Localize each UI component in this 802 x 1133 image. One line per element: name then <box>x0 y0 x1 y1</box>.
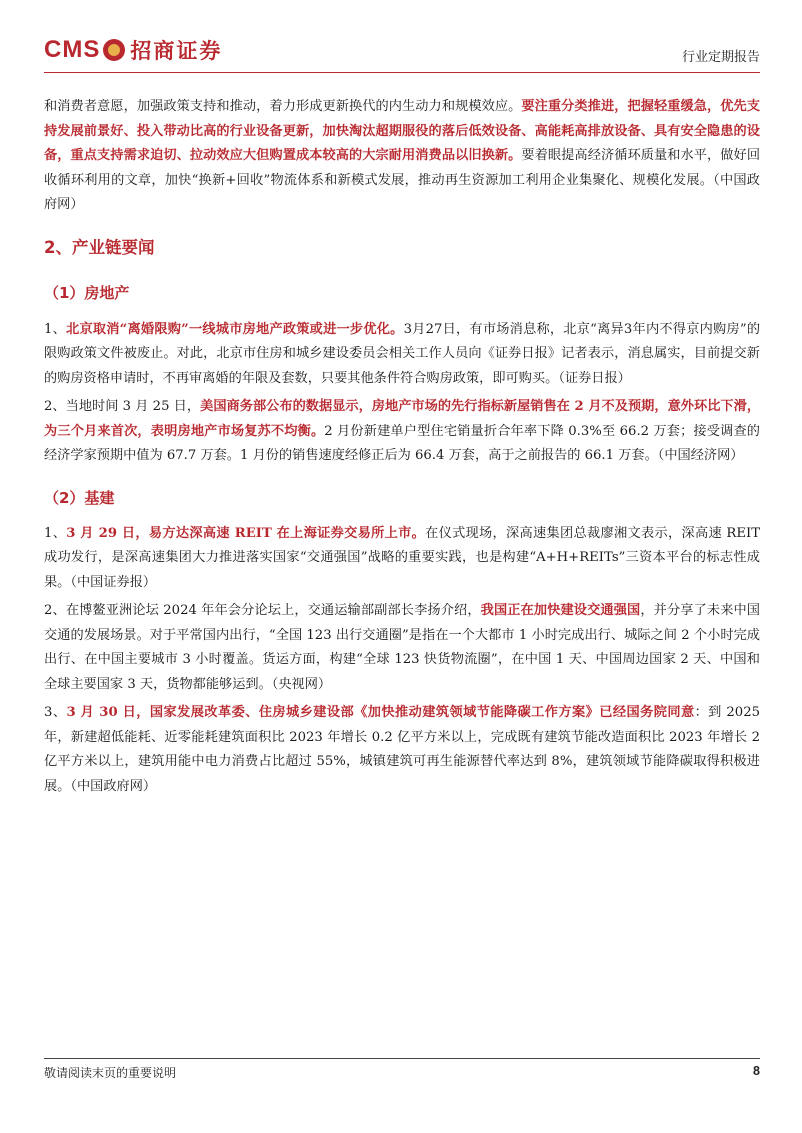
item-text: 2 月份新建单户型住宅销量折合年率下降 0.3%至 66.2 万套；接受调查的经济学家预期中值为 67.7 万套。1 月份的销售速度经修正后为 66.4 万套，高于之前报告的 66.1 万套。（中国经济网） <box>44 423 760 463</box>
page-header <box>44 30 760 70</box>
infrastructure-item-1 <box>44 522 760 596</box>
item-text: 3月27日，有市场消息称，北京“离异3年内不得京内购房”的限购政策文件被废止。对此，北京市住房和城乡建设委员会相关工作人员向《证券日报》记者表示，消息属实，目前提交新的购房资格申请时，不再审离婚的年限及套数，只要其他条件符合购房政策，即可购买。（证券日报） <box>44 321 761 386</box>
footer-divider <box>44 1058 760 1059</box>
item-text: ：到 2025 年，新建超低能耗、近零能耗建筑面积比 2023 年增长 0.2 亿平方米以上，完成既有建筑节能改造面积比 2023 年增长 2 亿平方米以上，建筑用能中电力消费占比超过 55%，城镇建筑可再生能源替代率达到 8%，建筑领域节能降碳取得积极进展。（中国政府网） <box>44 705 760 794</box>
item-prefix: 1、 <box>44 525 67 541</box>
section-heading-industry-news: 2、产业链要闻 <box>44 237 155 257</box>
item-highlight: 我国正在加快建设交通强国 <box>480 603 641 618</box>
page-number: 8 <box>753 1064 760 1078</box>
item-highlight: 3 月 30 日，国家发展改革委、住房城乡建设部《加快推动建筑领域节能降碳工作方案》已经国务院同意 <box>66 705 695 720</box>
intro-paragraph <box>44 95 760 218</box>
main-content <box>44 95 760 799</box>
item-text: 在仪式现场，深高速集团总裁廖湘文表示，深高速 REIT 成功发行，是深高速集团大力推进落实国家“交通强国”战略的重要实践，也是构建“A+H+REITs”三资本平台的标志性成果。（中国证券报） <box>44 525 760 590</box>
real-estate-item-1 <box>44 318 760 392</box>
subsection-heading-infrastructure: （2）基建 <box>44 488 115 507</box>
item-prefix: 2、当地时间 3 月 25 日， <box>44 399 201 414</box>
logo-chinese-text: 招商证券 <box>130 39 223 63</box>
report-type-label: 行业定期报告 <box>681 50 760 65</box>
item-text: ，并分享了未来中国交通的发展场景。对于平常国内出行，“全国 123 出行交通圈”是指在一个大都市 1 小时完成出行、城际之间 2 个小时完成出行、在中国主要城市 3 小时覆盖。货运方面，构建“全球 123 快货物流圈”，在中国 1 天、中国周边国家 2 天、中国和全球主要国家 3 天，货物都能够运到。（央视网） <box>44 603 760 692</box>
footer-disclaimer-note: 敬请阅读末页的重要说明 <box>44 1066 177 1080</box>
item-highlight: 3 月 29 日，易方达深高速 REIT 在上海证券交易所上市。 <box>66 525 426 541</box>
item-highlight: 北京取消“离婚限购”一线城市房地产政策或进一步优化。 <box>66 321 404 337</box>
company-logo <box>44 30 222 70</box>
intro-text-1: 和消费者意愿，加强政策支持和推动，着力形成更新换代的内生动力和规模效应。 <box>44 99 522 114</box>
infrastructure-item-2 <box>44 599 760 697</box>
item-prefix: 1、 <box>44 321 67 337</box>
logo-emblem-icon <box>103 39 125 61</box>
item-highlight: 美国商务部公布的数据显示，房地产市场的先行指标新屋销售在 2 月不及预期，意外环比下滑，为三个月来首次，表明房地产市场复苏不均衡。 <box>44 399 761 439</box>
infrastructure-item-3 <box>44 701 760 799</box>
logo-cms-text: CMS <box>44 36 101 63</box>
header-divider <box>44 72 760 73</box>
intro-text-2: 要着眼提高经济循环质量和水平，做好回收循环利用的文章，加快“换新+回收”物流体系和新模式发展，推动再生资源加工利用企业集聚化、规模化发展。（中国政府网） <box>44 148 761 212</box>
subsection-heading-real-estate: （1）房地产 <box>44 283 130 302</box>
item-prefix: 3、 <box>44 705 67 720</box>
intro-highlight: 要注重分类推进，把握轻重缓急，优先支持发展前景好、投入带动比高的行业设备更新，加快淘汰超期服役的落后低效设备、高能耗高排放设备、具有安全隐患的设备，重点支持需求迫切、拉动效应大但购置成本较高的大宗耐用消费品以旧换新。 <box>44 99 761 163</box>
real-estate-item-2 <box>44 395 760 469</box>
item-prefix: 2、在博鳌亚洲论坛 2024 年年会分论坛上，交通运输部副部长李扬介绍， <box>44 603 481 618</box>
